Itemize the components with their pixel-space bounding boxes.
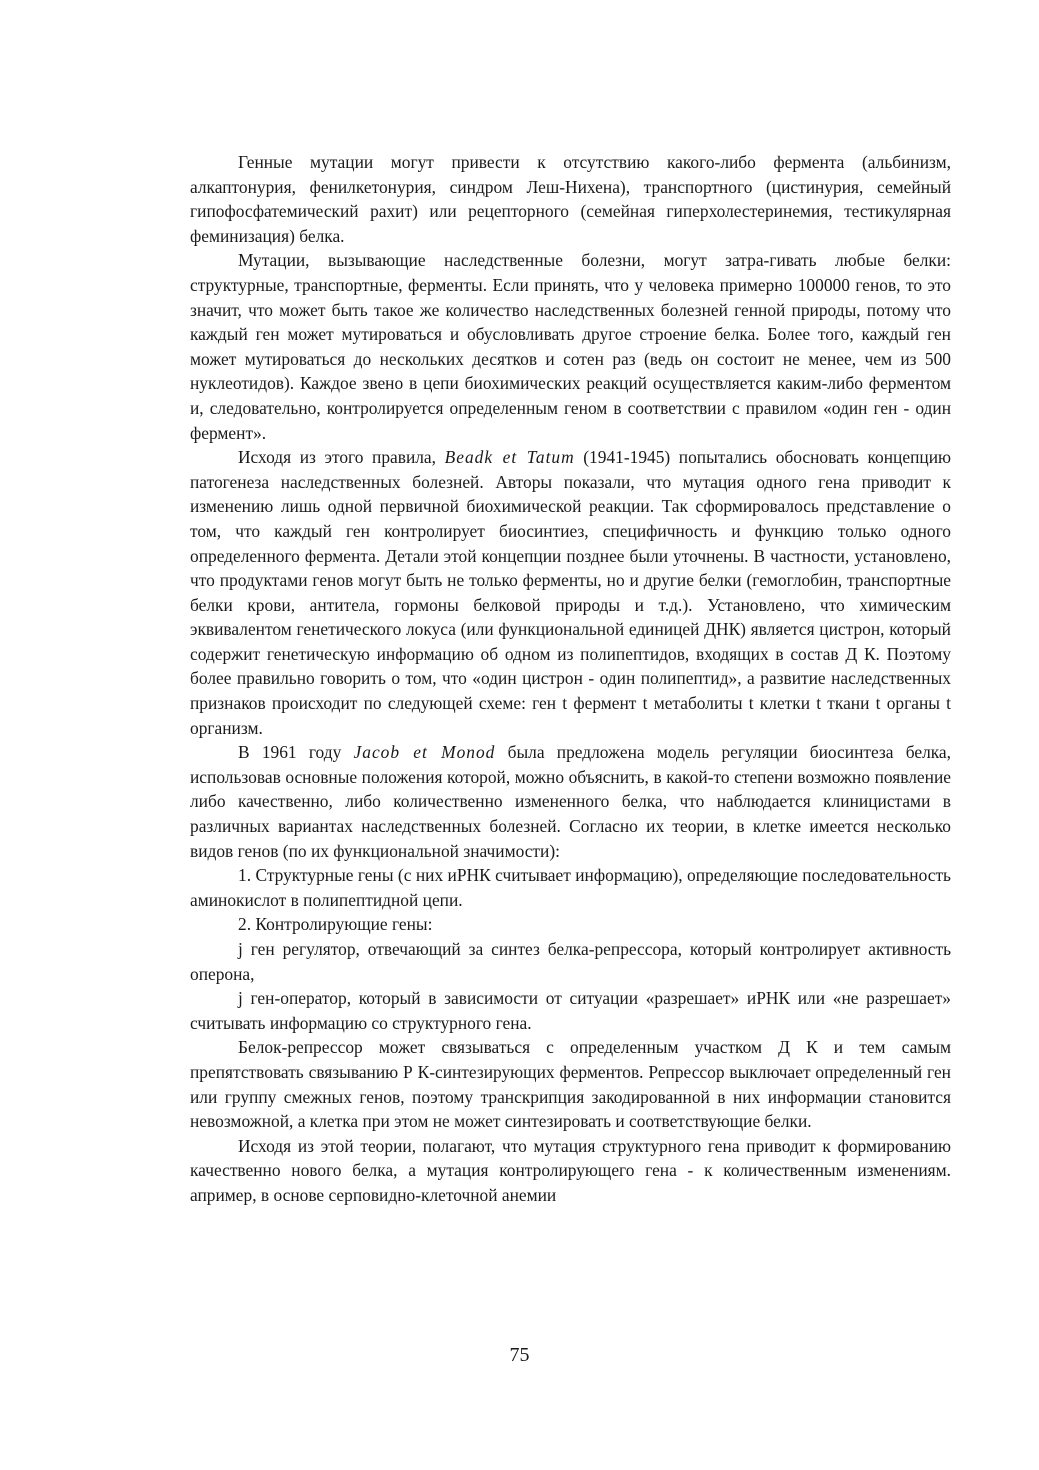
paragraph-conclusion: Исходя из этой теории, полагают, что мутация структурного гена приводит к формированию качественно нового белка, а мутация контролирующего гена - к количественным изменениям. апример, в основе серповидно-клеточной анемии: [190, 1135, 951, 1205]
paragraph-jacob-monod: [190, 740, 951, 863]
text-run: (1941-1945) попытались обосновать концепцию патогенеза наследственных болезней. Авторы показали, что мутация одного гена приводит к изменению лишь одной первичной биохимической реакции. Так сформировалось представление о том, что каждый ген контролирует биосинтиез, специфичность и функцию только одного определенного фермента. Детали этой концепции позднее были уточнены. В частности, установлено, что продуктами генов могут быть не только ферменты, но и другие белки (гемоглобин, транспортные белки крови, антитела, гормоны белковой природы и т.д.). Установлено, что химическим эквивалентом генетического локуса (или функциональной единицей ДНК) является цистрон, который содержит генетическую информацию об одном из полипептидов, входящих в состав Д К. Поэтому более правильно говорить о том, что «один цистрон - один полипептид», а развитие наследственных признаков происходит по следующей схеме: ген t фермент t метаболиты t клетки t ткани t органы t организм.: [190, 447, 951, 738]
authors-italic: Beadk et Tatum: [444, 447, 575, 468]
list-subitem-regulator: j ген регулятор, отвечающий за синтез белка-репрессора, который контролирует активность оперона,: [190, 939, 951, 984]
paragraph-gene-mutations: Генные мутации могут привести к отсутствию какого-либо фермента (альбинизм, алкаптонурия, фенилкетонурия, синдром Леш-Нихена), транспортного (цистинурия, семейный гипофосфатемический рахит) или рецепторного (семейная гиперхолестеринемия, тестикулярная феминизация) белка.: [190, 152, 951, 246]
text-run: В 1961 году: [238, 742, 354, 763]
paragraph-repressor: Белок-репрессор может связываться с определенным участком Д К и тем самым препятствовать связыванию Р К-синтезирующих ферментов. Репрессор выключает определенный ген или группу смежных генов, поэтому транскрипция закодированной в них информации становится невозможной, а клетка при этом не может синтезировать и соответствующие белки.: [190, 1037, 951, 1132]
list-item-structural-genes: 1. Структурные гены (с них иРНК считывает информацию), определяющие последовательность аминокислот в полипептидной цепи.: [190, 865, 951, 910]
list-item-control-genes: 2. Контролирующие гены:: [238, 914, 433, 935]
text-run: была предложена модель регуляции биосинтеза белка, использовав основные положения которой, можно объяснить, в какой-то степени возможно появление либо качественно, либо количественно измененного белка, что наблюдается клиницистами в различных вариантах наследственных болезней. Согласно их теории, в клетке имеется несколько видов генов (по их функциональной значимости):: [190, 742, 951, 861]
paragraph-beadle-tatum: [190, 445, 951, 740]
page-body: [190, 150, 951, 1208]
text-run: Исходя из этого правила,: [238, 447, 445, 468]
paragraph-mutations-proteins: Мутации, вызывающие наследственные болезни, могут затра-гивать любые белки: структурные, транспортные, ферменты. Если принять, что у человека примерно 100000 генов, то это значит, что может быть такое же количество наследственных болезней генной природы, потому что каждый ген может мутироваться и обусловливать другое строение белка. Более того, каждый ген может мутироваться до нескольких десятков и сотен раз (ведь он состоит не менее, чем из 500 нуклеотидов). Каждое звено в цепи биохимических реакций осуществляется каким-либо ферментом и, следовательно, контролируется определенным геном в соответствии с правилом «один ген - один фермент».: [190, 250, 951, 443]
list-subitem-operator: j ген-оператор, который в зависимости от ситуации «разрешает» иРНК или «не разрешает» считывать информацию со структурного гена.: [190, 988, 951, 1033]
authors-italic: Jacob et Monod: [353, 742, 496, 763]
page-number: 75: [509, 1344, 530, 1366]
